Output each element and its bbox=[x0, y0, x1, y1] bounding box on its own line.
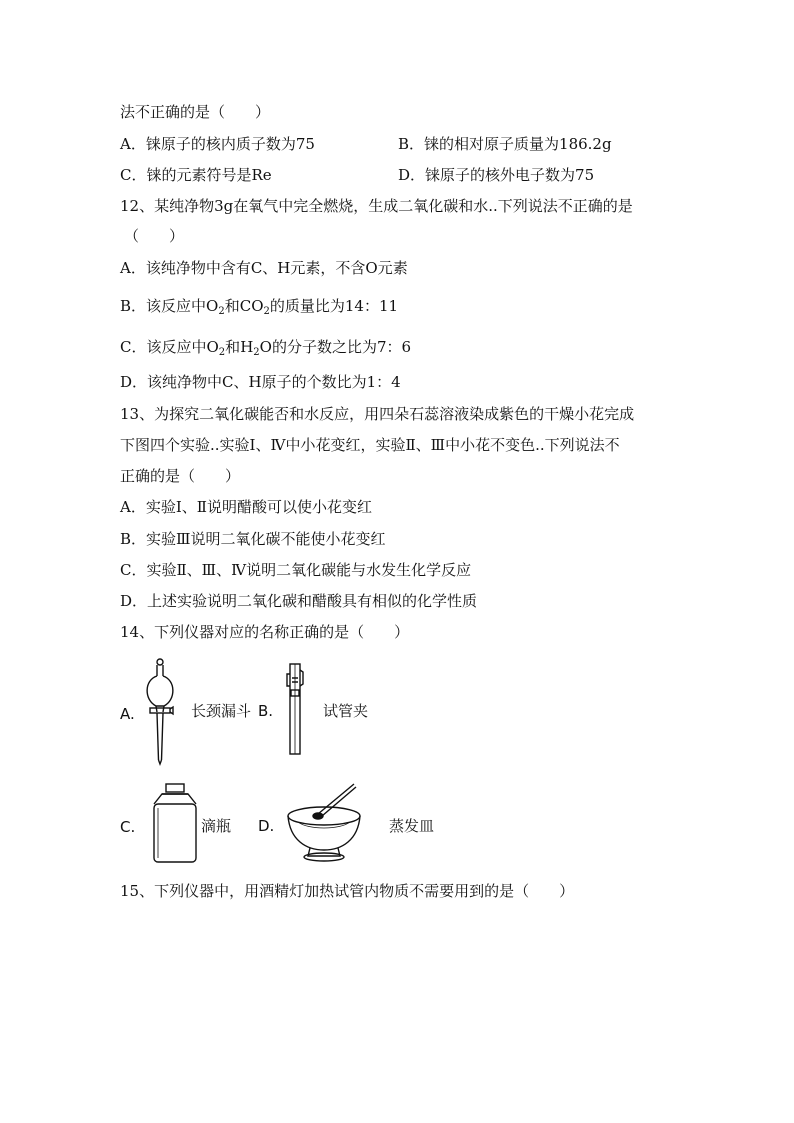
q12-option-a: A．该纯净物中含有C、H元素，不含O元素 bbox=[120, 259, 408, 277]
q12-formula-o2-c-subscript: 2 bbox=[218, 347, 226, 358]
q12-answer-paren: （ ） bbox=[124, 227, 185, 245]
q12-formula-co2-subscript: 2 bbox=[263, 306, 270, 317]
q11-option-c: C．铼的元素符号是Re bbox=[120, 166, 272, 184]
q11-option-b: B．铼的相对原子质量为186.2g bbox=[398, 135, 612, 153]
q12-formula-co2 bbox=[240, 297, 270, 315]
q12-formula-h2o-h: H bbox=[240, 338, 254, 356]
q12-formula-h2o-subscript: 2 bbox=[253, 347, 260, 358]
q14-name-a: 长颈漏斗 bbox=[191, 702, 252, 720]
q11-option-a: A．铼原子的核内质子数为75 bbox=[120, 135, 315, 153]
q14-label-d: D. bbox=[258, 817, 275, 835]
q12-formula-o2-symbol: O bbox=[206, 297, 219, 315]
q12-option-d: D．该纯净物中C、H原子的个数比为1：4 bbox=[120, 373, 401, 391]
q12-option-b bbox=[120, 296, 398, 322]
q12-option-c-prefix: C．该反应中 bbox=[120, 338, 207, 356]
q12-formula-o2 bbox=[206, 297, 225, 315]
q11-option-d: D．铼原子的核外电子数为75 bbox=[398, 166, 595, 184]
test-tube-clamp-icon bbox=[284, 660, 306, 758]
q13-option-c: C．实验Ⅱ、Ⅲ、Ⅳ说明二氧化碳能与水发生化学反应 bbox=[120, 561, 472, 579]
q12-option-c-suffix: 的分子数之比为7：6 bbox=[271, 338, 412, 356]
mortar-and-pestle-icon bbox=[284, 780, 372, 866]
q13-option-b: B．实验Ⅲ说明二氧化碳不能使小花变红 bbox=[120, 530, 386, 548]
q12-formula-h2o-o: O bbox=[259, 338, 272, 356]
q13-stem-line1: 13、为探究二氧化碳能否和水反应，用四朵石蕊溶液染成紫色的干燥小花完成 bbox=[120, 405, 635, 423]
q12-option-c-and: 和 bbox=[225, 338, 241, 356]
q14-stem: 14、下列仪器对应的名称正确的是（ ） bbox=[120, 623, 410, 641]
q12-option-b-prefix: B．该反应中 bbox=[120, 297, 207, 315]
q12-option-b-suffix: 的质量比为14：11 bbox=[269, 297, 399, 315]
q14-name-d: 蒸发皿 bbox=[389, 817, 435, 835]
q13-option-d: D．上述实验说明二氧化碳和醋酸具有相似的化学性质 bbox=[120, 592, 478, 610]
q12-formula-co2-symbol: CO bbox=[239, 297, 264, 315]
q15-stem: 15、下列仪器中，用酒精灯加热试管内物质不需要用到的是（ ） bbox=[120, 882, 575, 900]
q14-label-c: C. bbox=[120, 818, 136, 836]
q12-formula-h2o bbox=[240, 338, 272, 356]
q12-stem: 12、某纯净物3g在氧气中完全燃烧，生成二氧化碳和水..下列说法不正确的是 bbox=[120, 197, 633, 215]
q13-stem-line3: 正确的是（ ） bbox=[120, 467, 241, 485]
q14-label-b: B. bbox=[258, 702, 274, 720]
q14-name-c: 滴瓶 bbox=[201, 817, 232, 835]
q13-stem-line2: 下图四个实验..实验Ⅰ、Ⅳ中小花变红，实验Ⅱ、Ⅲ中小花不变色..下列说法不 bbox=[120, 436, 620, 454]
q12-formula-o2-c bbox=[206, 338, 225, 356]
reagent-bottle-icon bbox=[150, 782, 200, 866]
q14-label-a: A. bbox=[120, 705, 135, 723]
separatory-funnel-icon bbox=[140, 656, 188, 766]
q12-formula-o2-subscript: 2 bbox=[218, 306, 225, 317]
q11-stem-tail: 法不正确的是（ ） bbox=[120, 103, 271, 121]
q13-option-a: A．实验Ⅰ、Ⅱ说明醋酸可以使小花变红 bbox=[120, 498, 372, 516]
q12-formula-o2-c-symbol: O bbox=[206, 338, 219, 356]
q12-option-b-and: 和 bbox=[224, 297, 240, 315]
q12-option-c bbox=[120, 337, 411, 363]
q14-name-b: 试管夹 bbox=[323, 702, 369, 720]
